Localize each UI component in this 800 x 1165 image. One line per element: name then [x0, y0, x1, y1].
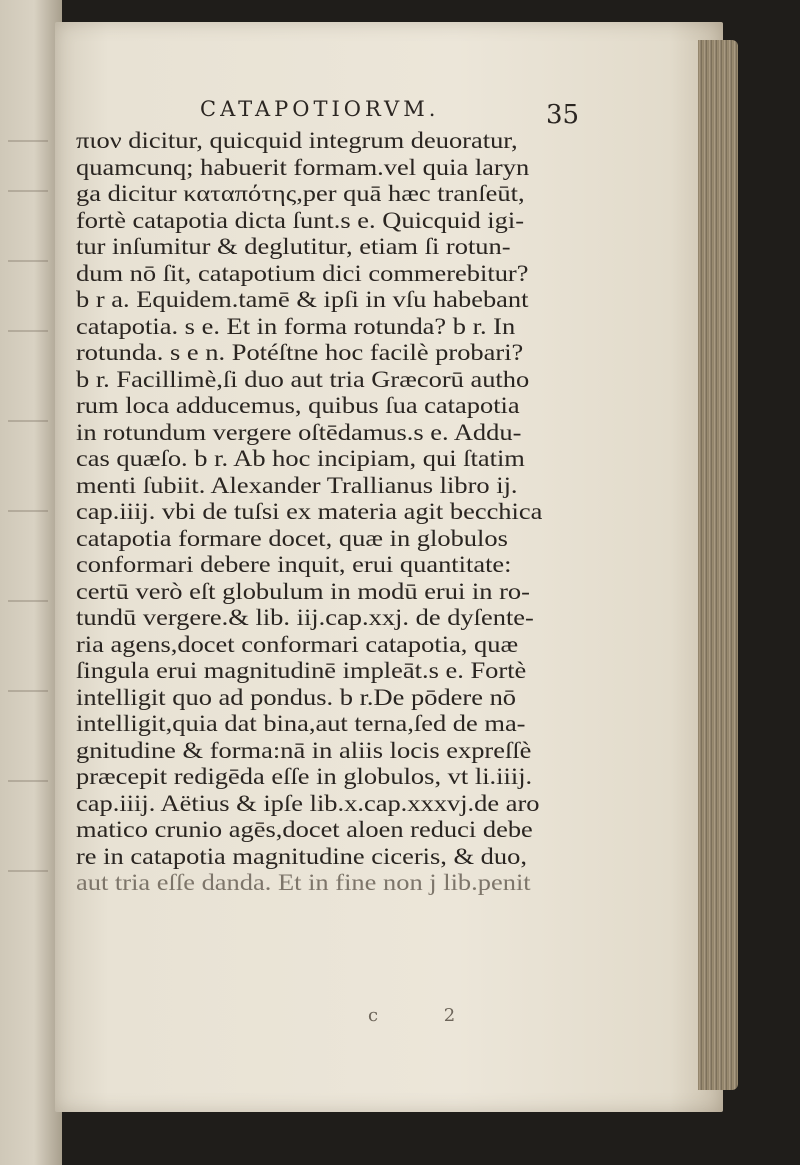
text-line: matico crunio agēs,docet aloen reduci debe [76, 817, 533, 842]
text-line: intelligit,quia dat bina,aut terna,ſed de ma- [76, 711, 526, 736]
text-line: certū verò eſt globulum in modū erui in ro- [76, 578, 530, 604]
text-line: dum nō ſit, catapotium dici commerebitur? [76, 260, 529, 286]
text-line: tundū vergere.& lib. iij.cap.xxj. de dyſente- [76, 605, 534, 630]
text-line: ſingula erui magnitudinē impleāt.s e. Fortè [76, 658, 527, 683]
signature-mark: c 2 [368, 1005, 486, 1026]
text-line: in rotundum vergere oſtēdamus.s e. Addu- [76, 419, 522, 445]
text-line: fortè catapotia dicta ſunt.s e. Quicquid igi- [76, 207, 525, 233]
text-line: conformari debere inquit, erui quantitate: [76, 552, 512, 577]
text-line: re in catapotia magnitudine ciceris, & duo, [76, 843, 527, 869]
running-header: CATAPOTIORVM. [200, 97, 440, 121]
text-line: cap.iiij. Aëtius & ipſe lib.x.cap.xxxvj.de aro [76, 790, 540, 816]
text-line: b r. Facillimè,ſi duo aut tria Græcorū autho [76, 366, 530, 392]
text-line: rotunda. s e n. Potéſtne hoc facilè probari? [76, 340, 524, 365]
text-line: tur inſumitur & deglutitur, etiam ſi rotun- [76, 234, 511, 259]
text-line: catapotia formare docet, quæ in globulos [76, 525, 508, 551]
text-line: cap.iiij. vbi de tuſsi ex materia agit becchica [76, 499, 543, 524]
text-line: aut tria eſſe danda. Et in fine non j lib.penit [76, 870, 531, 895]
text-line: cas quæſo. b r. Ab hoc incipiam, qui ſtatim [76, 446, 525, 471]
text-line: præcepit redigēda eſſe in globulos, vt li.iiij. [76, 764, 533, 789]
text-line: b r a. Equidem.tamē & ipſi in vſu habebant [76, 287, 529, 312]
text-line: gnitudine & forma:nā in aliis locis expreſſè [76, 737, 532, 763]
facing-page-edge [0, 0, 62, 1165]
text-line: intelligit quo ad pondus. b r.De pōdere nō [76, 684, 517, 710]
text-line: quamcunq; habuerit formam.vel quia laryn [76, 154, 530, 180]
text-line: rum loca adducemus, quibus ſua catapotia [76, 393, 520, 418]
page-number: 35 [546, 100, 580, 130]
text-line: ga dicitur καταπότης,per quā hæc tranſeūt, [76, 181, 525, 206]
text-line: menti ſubiit. Alexander Trallianus libro ij. [76, 472, 518, 498]
body-text [76, 128, 636, 897]
text-line: catapotia. s e. Et in forma rotunda? b r. In [76, 313, 516, 339]
text-line: πιον dicitur, quicquid integrum deuoratur, [76, 128, 518, 153]
text-line: ria agens,docet conformari catapotia, quæ [76, 631, 519, 657]
